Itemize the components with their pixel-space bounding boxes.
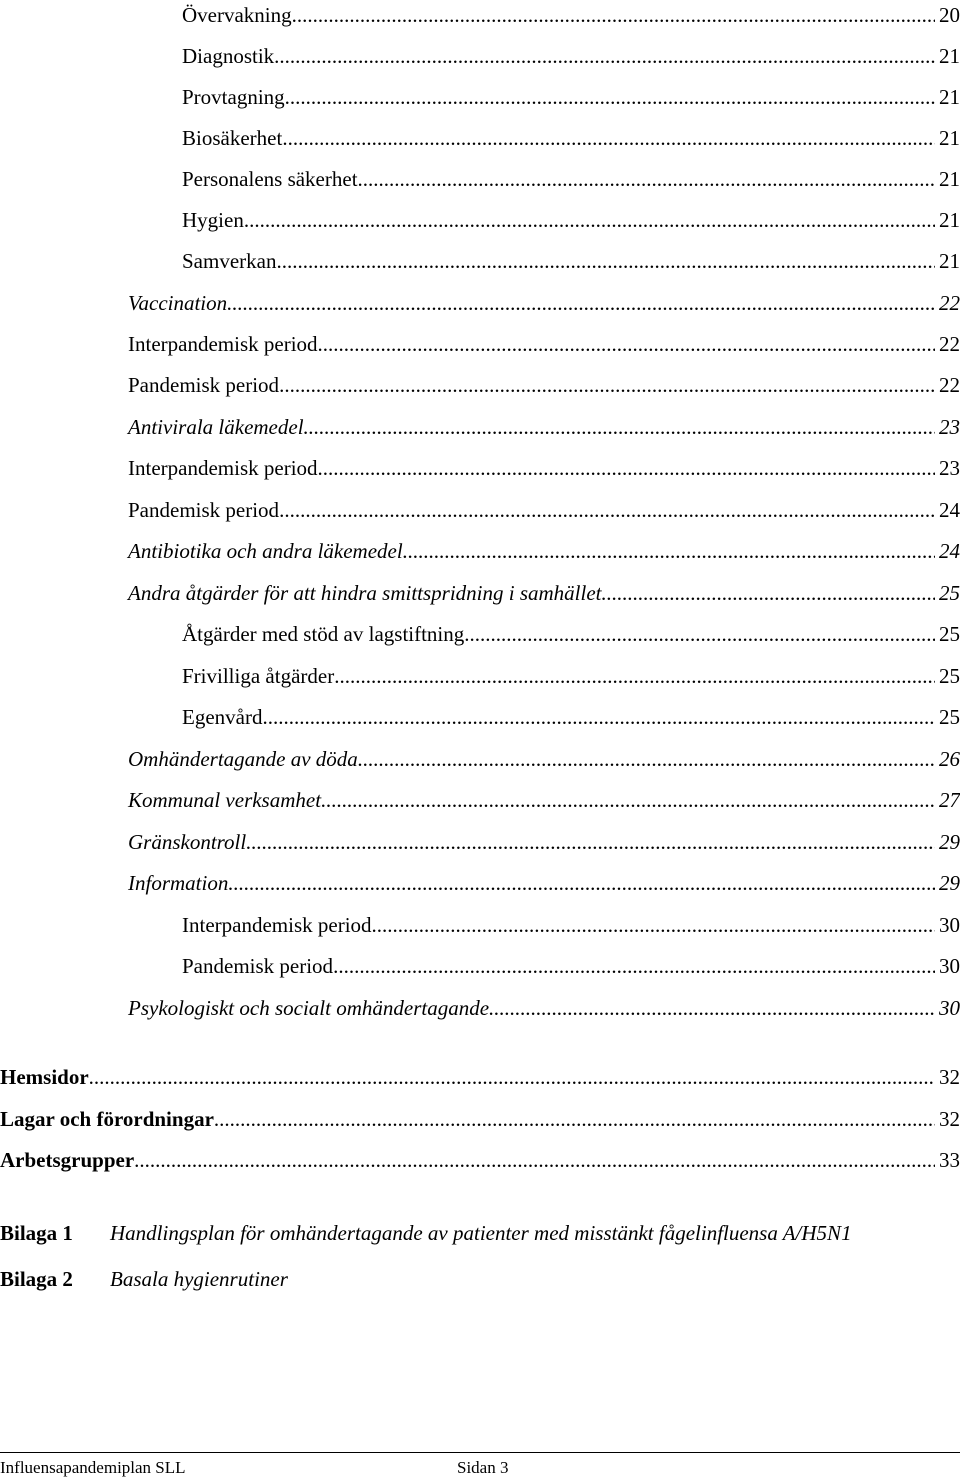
appendix-entry xyxy=(0,1264,960,1294)
toc-entry-title: Antibiotika och andra läkemedel xyxy=(128,539,403,563)
toc-entry-page: 21 xyxy=(939,249,960,273)
toc-entry[interactable] xyxy=(0,1104,960,1134)
toc-entry-page: 30 xyxy=(939,954,960,978)
toc-entry-title: Provtagning xyxy=(182,85,285,109)
toc-leader xyxy=(214,1104,935,1134)
toc-entry-page: 24 xyxy=(939,539,960,563)
toc-leader xyxy=(464,619,935,649)
toc-entry[interactable] xyxy=(128,993,960,1023)
toc-leader xyxy=(333,951,935,981)
toc-leader xyxy=(358,744,935,774)
appendix-label: Bilaga 2 xyxy=(0,1267,73,1291)
appendix-title: Basala hygienrutiner xyxy=(110,1267,288,1291)
footer-divider xyxy=(0,1452,960,1453)
toc-entry-page: 21 xyxy=(939,85,960,109)
toc-entry[interactable] xyxy=(0,1062,960,1092)
toc-entry-title: Hemsidor xyxy=(0,1065,89,1089)
toc-entry[interactable] xyxy=(182,164,960,194)
toc-entry[interactable] xyxy=(128,868,960,898)
toc-leader xyxy=(334,661,935,691)
toc-entry-title: Pandemisk period xyxy=(182,954,334,978)
toc-entry-page: 20 xyxy=(939,3,960,27)
toc-entry-title: Personalens säkerhet xyxy=(182,167,358,191)
toc-leader xyxy=(318,453,935,483)
toc-leader xyxy=(228,868,935,898)
toc-entry-title: Arbetsgrupper xyxy=(0,1148,135,1172)
toc-entry[interactable] xyxy=(128,578,960,608)
toc-entry-title: Gränskontroll xyxy=(128,830,247,854)
toc-entry[interactable] xyxy=(128,412,960,442)
toc-entry-title: Frivilliga åtgärder xyxy=(182,664,335,688)
toc-entry-title: Interpandemisk period xyxy=(182,913,372,937)
toc-entry[interactable] xyxy=(182,82,960,112)
toc-entry-page: 29 xyxy=(939,871,960,895)
toc-entry-page: 32 xyxy=(939,1107,960,1131)
toc-leader xyxy=(227,288,935,318)
toc-leader xyxy=(285,82,935,112)
toc-leader xyxy=(244,205,935,235)
toc-leader xyxy=(279,495,935,525)
toc-entry-page: 30 xyxy=(939,996,960,1020)
toc-entry-page: 21 xyxy=(939,44,960,68)
toc-entry[interactable] xyxy=(128,453,960,483)
toc-entry-title: Interpandemisk period xyxy=(128,332,318,356)
toc-leader xyxy=(246,827,935,857)
toc-leader xyxy=(279,370,935,400)
toc-entry[interactable] xyxy=(182,951,960,981)
appendix-entry xyxy=(0,1218,960,1248)
toc-entry-page: 33 xyxy=(939,1148,960,1172)
toc-entry[interactable] xyxy=(182,123,960,153)
toc-entry-page: 32 xyxy=(939,1065,960,1089)
toc-leader xyxy=(403,536,935,566)
toc-entry-title: Pandemisk period xyxy=(128,373,280,397)
footer-document-title: Influensapandemiplan SLL xyxy=(0,1458,186,1477)
toc-entry-page: 25 xyxy=(939,664,960,688)
toc-entry-title: Hygien xyxy=(182,208,244,232)
toc-entry-page: 24 xyxy=(939,498,960,522)
toc-entry-page: 25 xyxy=(939,705,960,729)
toc-leader xyxy=(274,41,935,71)
toc-leader xyxy=(318,329,935,359)
toc-entry[interactable] xyxy=(182,702,960,732)
toc-entry-page: 21 xyxy=(939,167,960,191)
toc-entry-title: Biosäkerhet xyxy=(182,126,283,150)
toc-entry-page: 30 xyxy=(939,913,960,937)
toc-entry-page: 22 xyxy=(939,373,960,397)
toc-leader xyxy=(276,246,935,276)
toc-entry-page: 22 xyxy=(939,291,960,315)
toc-leader xyxy=(372,910,935,940)
toc-entry[interactable] xyxy=(128,288,960,318)
toc-entry-title: Övervakning xyxy=(182,3,292,27)
toc-entry-title: Egenvård xyxy=(182,705,263,729)
toc-entry[interactable] xyxy=(128,370,960,400)
toc-entry-title: Diagnostik xyxy=(182,44,275,68)
toc-entry-title: Lagar och förordningar xyxy=(0,1107,214,1131)
toc-entry-page: 29 xyxy=(939,830,960,854)
toc-entry-page: 21 xyxy=(939,208,960,232)
toc-entry-title: Psykologiskt och socialt omhändertagande xyxy=(128,996,490,1020)
toc-leader xyxy=(262,702,935,732)
toc-leader xyxy=(358,164,935,194)
toc-entry[interactable] xyxy=(182,661,960,691)
toc-leader xyxy=(304,412,935,442)
toc-entry[interactable] xyxy=(128,329,960,359)
toc-entry-title: Samverkan xyxy=(182,249,277,273)
toc-entry[interactable] xyxy=(182,0,960,30)
toc-leader xyxy=(489,993,935,1023)
toc-entry[interactable] xyxy=(128,744,960,774)
toc-leader xyxy=(321,785,935,815)
toc-entry-title: Kommunal verksamhet xyxy=(128,788,322,812)
toc-entry[interactable] xyxy=(128,827,960,857)
toc-entry[interactable] xyxy=(128,536,960,566)
toc-entry-page: 21 xyxy=(939,126,960,150)
toc-entry[interactable] xyxy=(182,246,960,276)
toc-entry-title: Pandemisk period xyxy=(128,498,280,522)
toc-leader xyxy=(89,1062,935,1092)
appendix-label: Bilaga 1 xyxy=(0,1221,73,1245)
toc-entry-page: 25 xyxy=(939,581,960,605)
toc-leader xyxy=(282,123,935,153)
toc-entry[interactable] xyxy=(182,910,960,940)
toc-entry-title: Information xyxy=(128,871,229,895)
toc-entry-page: 25 xyxy=(939,622,960,646)
toc-entry-page: 22 xyxy=(939,332,960,356)
toc-leader xyxy=(134,1145,935,1175)
footer-page-number: Sidan 3 xyxy=(457,1458,509,1477)
toc-entry-title: Antivirala läkemedel xyxy=(128,415,304,439)
toc-entry[interactable] xyxy=(182,619,960,649)
toc-leader xyxy=(602,578,935,608)
toc-entry-title: Andra åtgärder för att hindra smittspridning i samhället xyxy=(128,581,602,605)
toc-entry[interactable] xyxy=(182,41,960,71)
appendix-title: Handlingsplan för omhändertagande av patienter med misstänkt fågelinfluensa A/H5N1 xyxy=(110,1221,852,1245)
toc-entry-title: Vaccination xyxy=(128,291,228,315)
toc-entry-title: Åtgärder med stöd av lagstiftning xyxy=(182,622,465,646)
toc-leader xyxy=(292,0,935,30)
toc-entry-title: Omhändertagande av döda xyxy=(128,747,358,771)
toc-entry-page: 23 xyxy=(939,415,960,439)
toc-entry-page: 26 xyxy=(939,747,960,771)
toc-entry-title: Interpandemisk period xyxy=(128,456,318,480)
toc-entry[interactable] xyxy=(128,785,960,815)
toc-entry-page: 23 xyxy=(939,456,960,480)
toc-entry[interactable] xyxy=(182,205,960,235)
toc-entry[interactable] xyxy=(0,1145,960,1175)
toc-entry-page: 27 xyxy=(939,788,960,812)
toc-entry[interactable] xyxy=(128,495,960,525)
